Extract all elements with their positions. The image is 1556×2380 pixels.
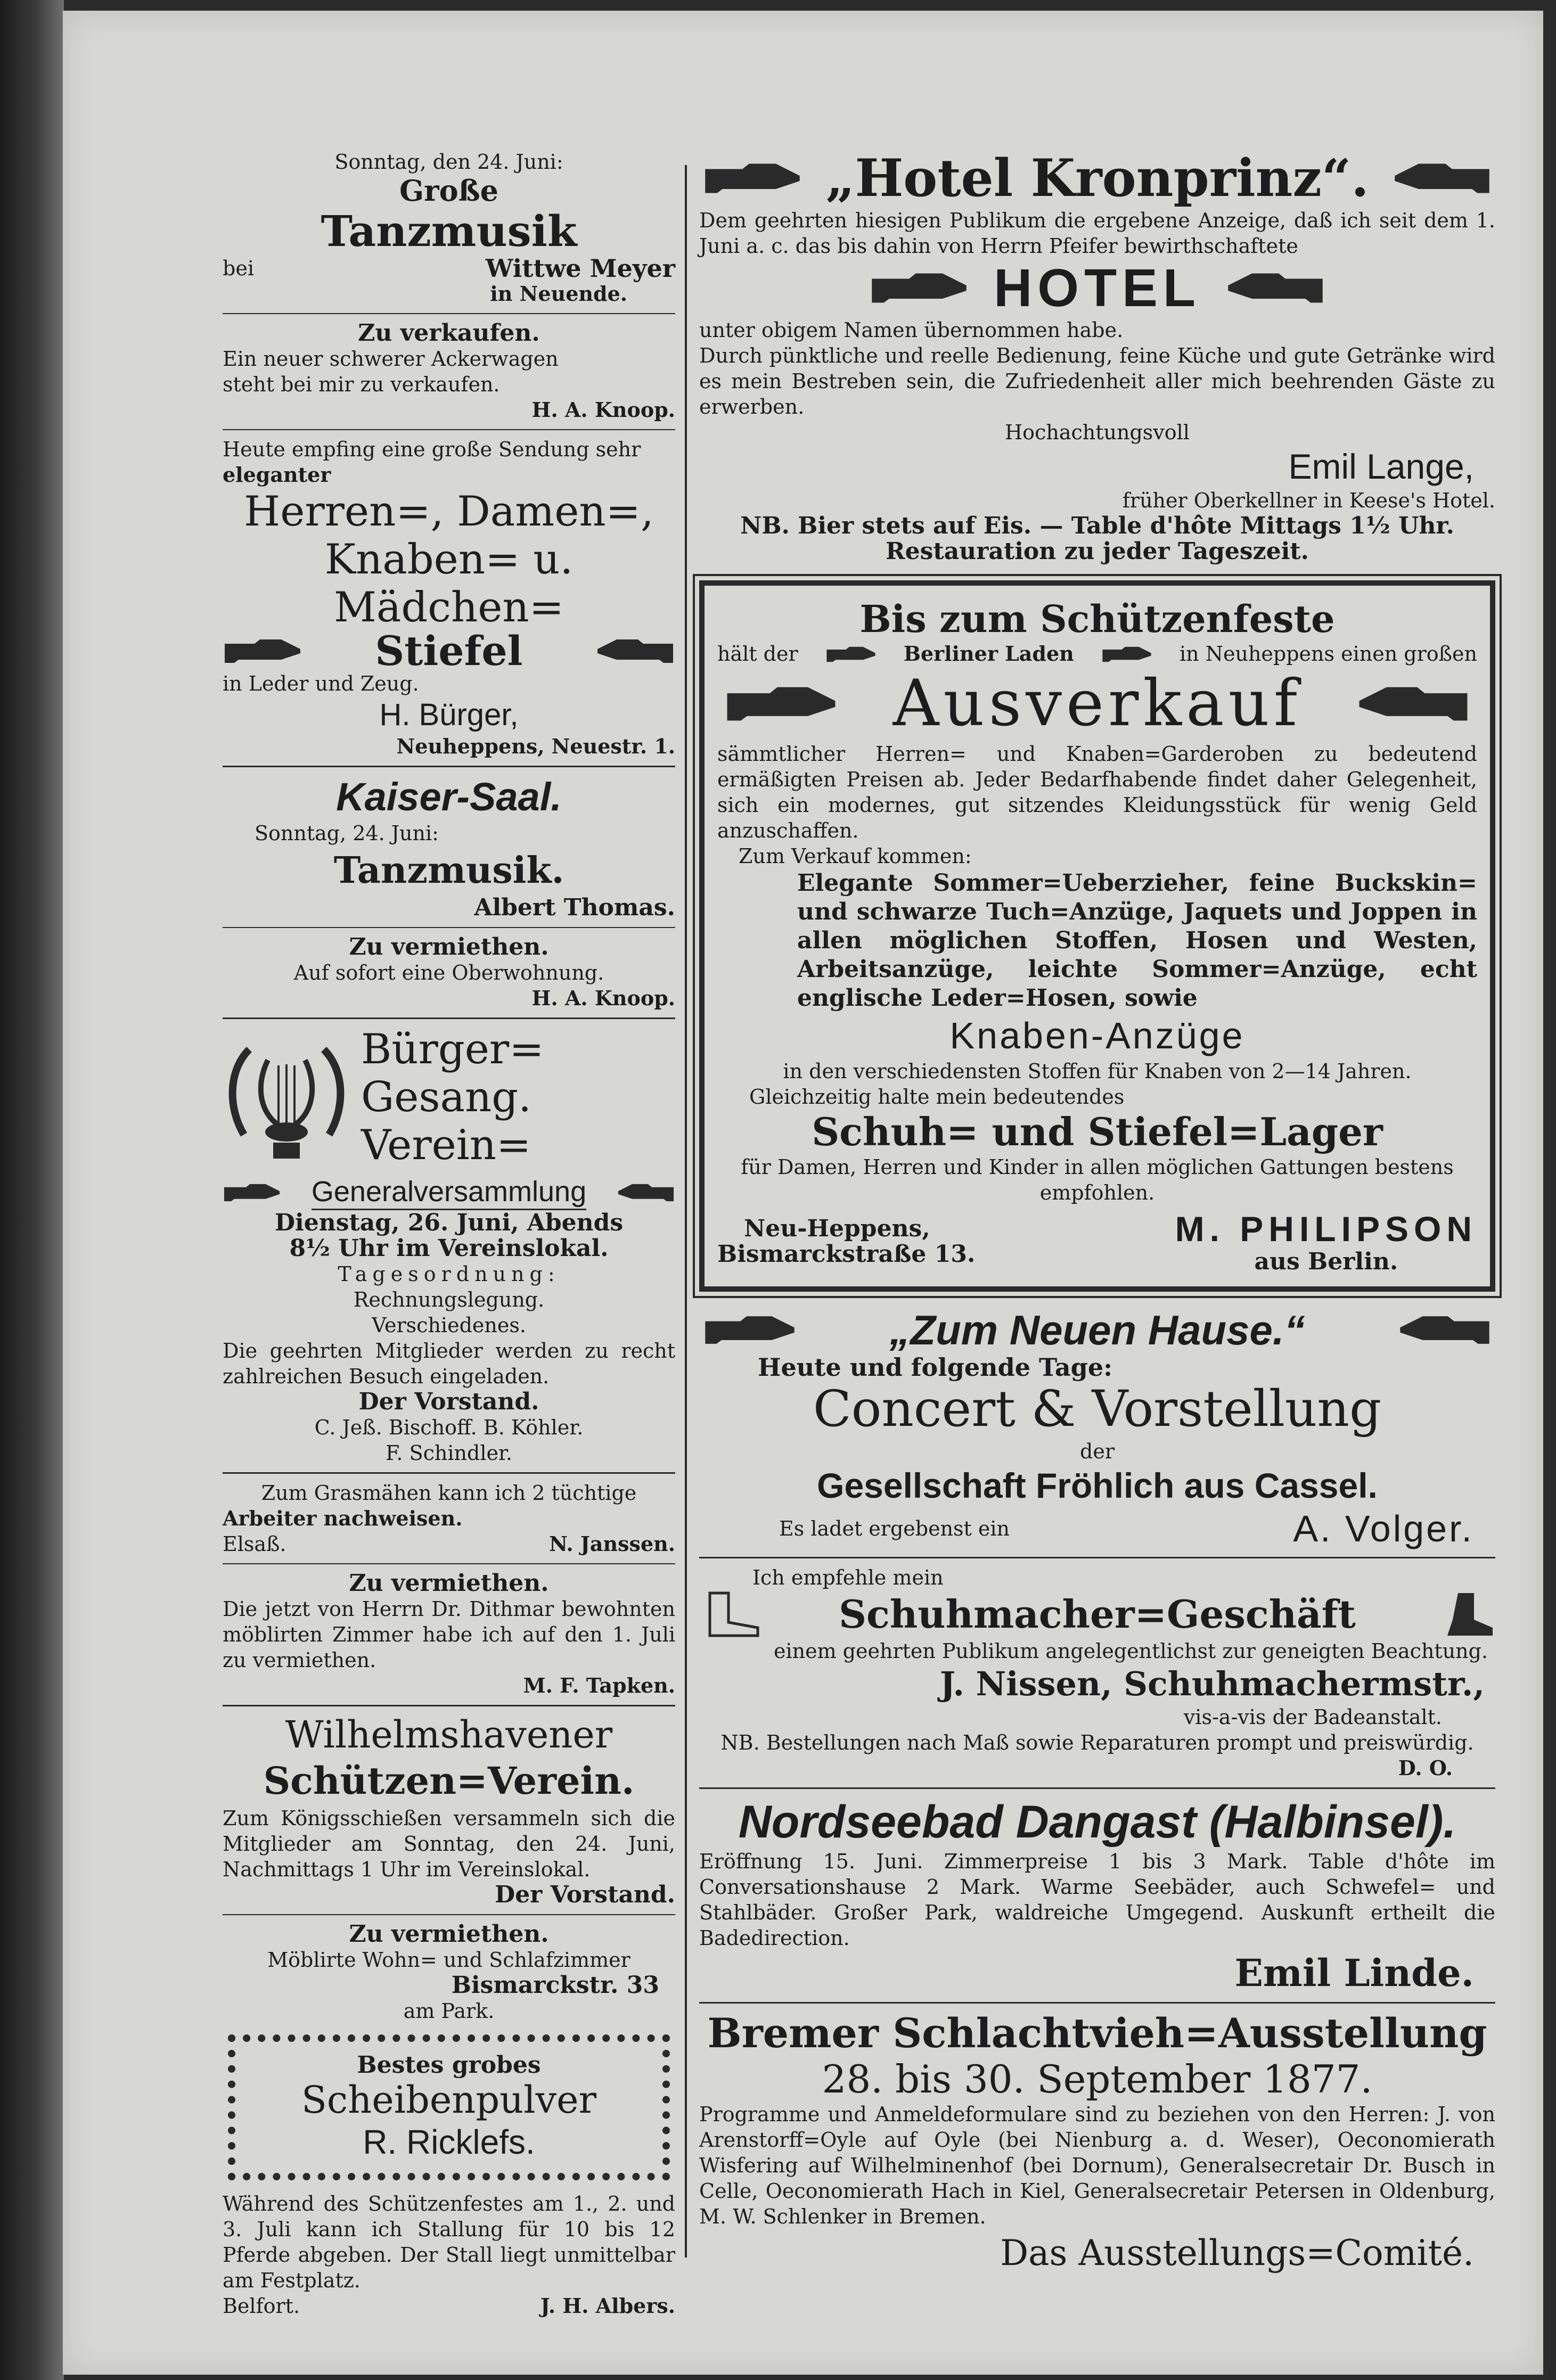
ad-zum-neuen-hause — [699, 1306, 1495, 1550]
ad-scheibenpulver — [228, 2034, 670, 2180]
ad-place: Elsaß. — [223, 1532, 286, 1556]
ad-agenda-item: Verschiedenes. — [372, 1314, 526, 1337]
ad-headline: Schuh= und Stiefel=Lager — [812, 1109, 1383, 1154]
ad-text: steht bei mir zu verkaufen. — [223, 373, 500, 396]
ad-headline: Concert & Vorstellung — [813, 1380, 1382, 1438]
ad-headline: Tanzmusik. — [333, 849, 564, 892]
ad-headline: Ausverkauf — [892, 667, 1302, 741]
divider — [223, 1472, 675, 1474]
ad-signature: H. A. Knoop. — [531, 986, 675, 1010]
pointing-hand-left-icon — [1389, 160, 1495, 197]
divider — [223, 1914, 675, 1915]
ad-text: aus Berlin. — [1254, 1248, 1398, 1275]
divider — [223, 766, 675, 767]
ad-text: der — [1080, 1440, 1115, 1463]
ad-headline: HOTEL — [994, 258, 1201, 318]
ad-text: NB. Bier stets auf Eis. — Table d'hôte Mittags 1½ Uhr. — [740, 512, 1454, 539]
ad-agenda-item: Rechnungslegung. — [353, 1288, 545, 1311]
ad-text: Dienstag, 26. Juni, Abends — [274, 1209, 624, 1236]
ad-vermiethen-1 — [223, 934, 675, 1011]
ad-head: Zu vermiethen. — [349, 1570, 549, 1597]
ad-headline: Stiefel — [375, 627, 523, 675]
ad-head: Zu vermiethen. — [349, 933, 549, 961]
ad-line: Knaben= u. Mädchen= — [324, 536, 574, 631]
ad-place: in Neuende. — [490, 282, 627, 306]
divider — [223, 1017, 675, 1019]
ad-dangast — [699, 1795, 1495, 1996]
ad-address: am Park. — [403, 1999, 495, 2023]
ad-text: Heute und folgende Tage: — [758, 1353, 1113, 1382]
ad-names: C. Jeß. Bischoff. B. Köhler. — [314, 1416, 584, 1439]
ad-text: Zum Königsschießen versammeln sich die Mitglieder am Sonntag, den 24. Juni, Nachmittags 1 Uhr im Vereinslokal. — [223, 1807, 675, 1881]
ad-text: bei — [223, 257, 254, 280]
divider — [223, 313, 675, 314]
ad-agenda: Tagesordnung: — [338, 1262, 560, 1286]
ad-headline: Scheibenpulver — [301, 2078, 597, 2122]
ad-text: Die jetzt von Herrn Dr. Dithmar bewohnten möblirten Zimmer habe ich auf den 1. Juli zu vermiethen. — [223, 1597, 675, 1672]
ad-headline: Knaben-Anzüge — [949, 1015, 1245, 1056]
ad-signature: Der Vorstand. — [495, 1881, 675, 1908]
pointing-hand-right-icon — [861, 269, 978, 307]
ad-emblem-line: Verein= — [361, 1121, 531, 1169]
ad-gesangverein — [223, 1025, 675, 1466]
pointing-hand-right-icon — [223, 636, 302, 666]
ad-name: Albert Thomas. — [474, 894, 675, 921]
right-column — [699, 149, 1495, 2277]
ad-signature: H. A. Knoop. — [531, 398, 675, 422]
ad-vermiethen-3 — [223, 1922, 675, 2024]
ad-head: Bis zum Schützenfeste — [859, 597, 1335, 641]
ad-signature: J. H. Albers. — [540, 2294, 675, 2318]
ad-text: in Leder und Zeug. — [223, 672, 419, 695]
ad-host: Wittwe Meyer — [485, 254, 675, 283]
ad-name: J. Nissen, Schuhmachermstr., — [939, 1664, 1485, 1703]
ad-line: Herren=, Damen=, — [244, 488, 654, 536]
ad-text: unter obigem Namen übernommen habe. — [699, 318, 1124, 342]
book-binding — [0, 0, 64, 2380]
ad-schuhmacher — [699, 1565, 1495, 1781]
ladies-boot-icon — [1431, 1590, 1495, 1638]
ad-text: in den verschiedensten Stoffen für Knaben von 2—14 Jahren. — [783, 1060, 1412, 1083]
pointing-hand-right-icon — [717, 683, 845, 725]
ad-head: Zu vermiethen. — [349, 1921, 549, 1948]
ad-signature: M. F. Tapken. — [523, 1673, 675, 1697]
ad-text: Möblirte Wohn= und Schlafzimmer — [267, 1948, 630, 1972]
ad-title: Wilhelmshavener — [285, 1713, 613, 1757]
ad-arbeiter — [223, 1480, 675, 1557]
ad-text: Zum Grasmähen kann ich 2 tüchtige — [261, 1481, 637, 1505]
ad-signature: N. Janssen. — [549, 1532, 675, 1556]
pointing-hand-right-icon — [699, 160, 806, 197]
ad-text: Eröffnung 15. Juni. Zimmerpreise 1 bis 3 Mark. Table d'hôte im Conversationshause 2 Mark. Warme Seebäder, auch Schwefel= und Stahlbäder. Großer Park, waldreiche Umgegend. Auskunft ertheilt die Badedirection. — [699, 1850, 1495, 1950]
ad-headline: Schützen=Verein. — [263, 1759, 635, 1803]
boot-icon — [699, 1590, 763, 1638]
divider — [699, 1557, 1495, 1558]
ad-date: Sonntag, 24. Juni: — [255, 822, 439, 845]
ad-signature: Der Vorstand. — [358, 1388, 539, 1415]
pointing-hand-left-icon — [1394, 1312, 1495, 1348]
left-column — [223, 149, 675, 2319]
ad-text: Gleichzeitig halte mein bedeutendes — [749, 1085, 1125, 1109]
ad-title: „Zum Neuen Hause.“ — [889, 1307, 1305, 1353]
ad-address: Bismarckstraße 13. — [717, 1241, 976, 1268]
ad-title: Nordseebad Dangast (Halbinsel). — [738, 1796, 1456, 1848]
ad-signature: Emil Linde. — [1234, 1951, 1474, 1995]
ad-ausverkauf — [699, 580, 1495, 1292]
ad-date: Sonntag, den 24. Juni: — [334, 150, 563, 174]
ad-signature: A. Volger. — [1293, 1508, 1474, 1549]
ad-headline: Generalversammlung — [312, 1175, 586, 1210]
ad-tanzmusik-meyer — [223, 149, 675, 307]
divider — [223, 927, 675, 928]
ad-text: Heute empfing eine große Sendung sehr — [223, 438, 641, 461]
ad-text: 8½ Uhr im Vereinslokal. — [289, 1235, 609, 1262]
divider — [223, 1705, 675, 1706]
ad-text: Zum Verkauf kommen: — [739, 844, 972, 868]
divider — [223, 429, 675, 430]
ad-address: Neu-Heppens, — [744, 1215, 930, 1242]
ad-place: Belfort. — [223, 2294, 300, 2318]
ad-text: eleganter — [223, 463, 331, 487]
ad-title: „Hotel Kronprinz“. — [825, 148, 1369, 208]
ad-text: Bestes grobes — [357, 2051, 541, 2079]
ad-text: Arbeiter nachweisen. — [223, 1506, 463, 1530]
ad-title: Bremer Schlachtvieh=Ausstellung — [707, 2009, 1487, 2057]
newspaper-page — [63, 11, 1543, 2375]
ad-shop-name: Berliner Laden — [903, 642, 1074, 666]
ad-title: Kaiser-Saal. — [336, 775, 562, 819]
ad-text: sämmtlicher Herren= und Knaben=Garderoben zu bedeutend ermäßigten Preisen ab. Jeder Bedarfhabende findet daher Gelegenheit, sich ein modernes, gut sitzendes Kleidungsstück für wenig Geld anzuschaffen. — [717, 742, 1477, 842]
ad-name: R. Ricklefs. — [363, 2123, 535, 2161]
ad-line: Große — [399, 174, 498, 208]
ad-stallung — [223, 2191, 675, 2319]
ad-text: für Damen, Herren und Kinder in allen möglichen Gattungen bestens empfohlen. — [741, 1155, 1454, 1204]
pointing-hand-left-icon — [595, 636, 675, 666]
pointing-hand-left-icon — [1349, 683, 1477, 725]
ad-text: einem geehrten Publikum angelegentlichst zur geneigten Beachtung. — [774, 1639, 1488, 1663]
ad-hotel-kronprinz — [699, 149, 1495, 564]
ad-address: Bismarckstr. 33 — [451, 1972, 659, 1999]
ad-text: in Neuheppens einen großen — [1180, 642, 1477, 666]
ad-signature: Das Ausstellungs=Comité. — [1000, 2233, 1474, 2274]
ad-text: Auf sofort eine Oberwohnung. — [293, 961, 604, 984]
ad-text: Die geehrten Mitglieder werden zu recht zahlreichen Besuch eingeladen. — [223, 1339, 675, 1388]
ad-verkaufen — [223, 321, 675, 423]
ad-text: hält der — [717, 642, 798, 666]
ad-greeting: Hochachtungsvoll — [1005, 421, 1190, 444]
ad-text: Es ladet ergebenst ein — [779, 1517, 1010, 1540]
ad-signature: D. O. — [1398, 1756, 1453, 1780]
ad-stiefel-buerger — [223, 437, 675, 759]
ad-schuetzenverein — [223, 1713, 675, 1908]
pointing-hand-right-icon — [699, 1312, 800, 1348]
ad-name: H. Bürger, — [379, 697, 519, 732]
ad-vermiethen-2 — [223, 1571, 675, 1698]
ad-text: Ein neuer schwerer Ackerwagen — [223, 347, 559, 371]
ad-bremer-ausstellung — [699, 2010, 1495, 2277]
ad-text: früher Oberkellner in Keese's Hotel. — [1122, 489, 1495, 512]
ad-kaiser-saal — [223, 774, 675, 921]
ad-text: Ich empfehle mein — [752, 1566, 944, 1589]
ad-headline: Schuhmacher=Geschäft — [839, 1591, 1356, 1637]
ad-text: Durch pünktliche und reelle Bedienung, feine Küche und gute Getränke wird es mein Bestreben sein, die Zufriedenheit aller mich beehrenden Gäste zu erwerben. — [699, 344, 1495, 418]
ad-name: M. PHILIPSON — [1175, 1209, 1477, 1249]
ad-headline: Gesellschaft Fröhlich aus Cassel. — [817, 1466, 1378, 1505]
column-divider — [685, 165, 687, 2258]
ad-headline: Tanzmusik — [321, 206, 577, 256]
ad-address: vis-a-vis der Badeanstalt. — [1183, 1705, 1442, 1729]
lyre-wreath-icon — [223, 1028, 350, 1167]
pointing-hand-left-icon — [617, 1178, 675, 1208]
divider — [223, 1563, 675, 1564]
ad-emblem-line: Gesang. — [361, 1073, 531, 1121]
ad-address: Neuheppens, Neuestr. 1. — [396, 734, 675, 758]
ad-text: Während des Schützenfestes am 1., 2. und 3. Juli kann ich Stallung für 10 bis 12 Pferde abgeben. Der Stall liegt unmittelbar am Festplatz. — [223, 2192, 675, 2292]
pointing-hand-right-icon — [824, 644, 878, 663]
ad-text: Elegante Sommer=Ueberzieher, feine Buckskin= und schwarze Tuch=Anzüge, Jaquets und Joppen in allen möglichen Stoffen, Hosen und Westen, Arbeitsanzüge, leichte Sommer=Anzüge, echt englische Leder=Hosen, sowie — [797, 869, 1477, 1012]
pointing-hand-left-icon — [1217, 269, 1334, 307]
ad-name: Emil Lange, — [1288, 447, 1474, 486]
pointing-hand-right-icon — [223, 1178, 281, 1208]
ad-text: Dem geehrten hiesigen Publikum die ergebene Anzeige, daß ich seit dem 1. Juni a. c. das bis dahin von Herrn Pfeifer bewirthschaftete — [699, 209, 1495, 258]
ad-emblem-line: Bürger= — [361, 1025, 544, 1073]
pointing-hand-right-icon — [1100, 644, 1153, 663]
ad-text: NB. Bestellungen nach Maß sowie Reparaturen prompt und preiswürdig. — [720, 1731, 1474, 1754]
ad-head: Zu verkaufen. — [358, 319, 540, 347]
ad-names: F. Schindler. — [385, 1441, 513, 1465]
ad-text: Programme und Anmeldeformulare sind zu beziehen von den Herren: J. von Arenstorff=Oyle auf Oyle (bei Nienburg a. d. Weser), Oeconomierath Wisfering auf Wilhelminenhof (bei Dornum), Generalsecretair Dr. Busch in Celle, Oeconomierath Hach in Kiel, Generalsecretair Petersen in Oldenburg, M. W. Schlenker in Bremen. — [699, 2103, 1495, 2228]
ad-date: 28. bis 30. September 1877. — [822, 2057, 1373, 2102]
divider — [699, 2002, 1495, 2004]
divider — [699, 1787, 1495, 1789]
ad-text: Restauration zu jeder Tageszeit. — [886, 538, 1309, 565]
